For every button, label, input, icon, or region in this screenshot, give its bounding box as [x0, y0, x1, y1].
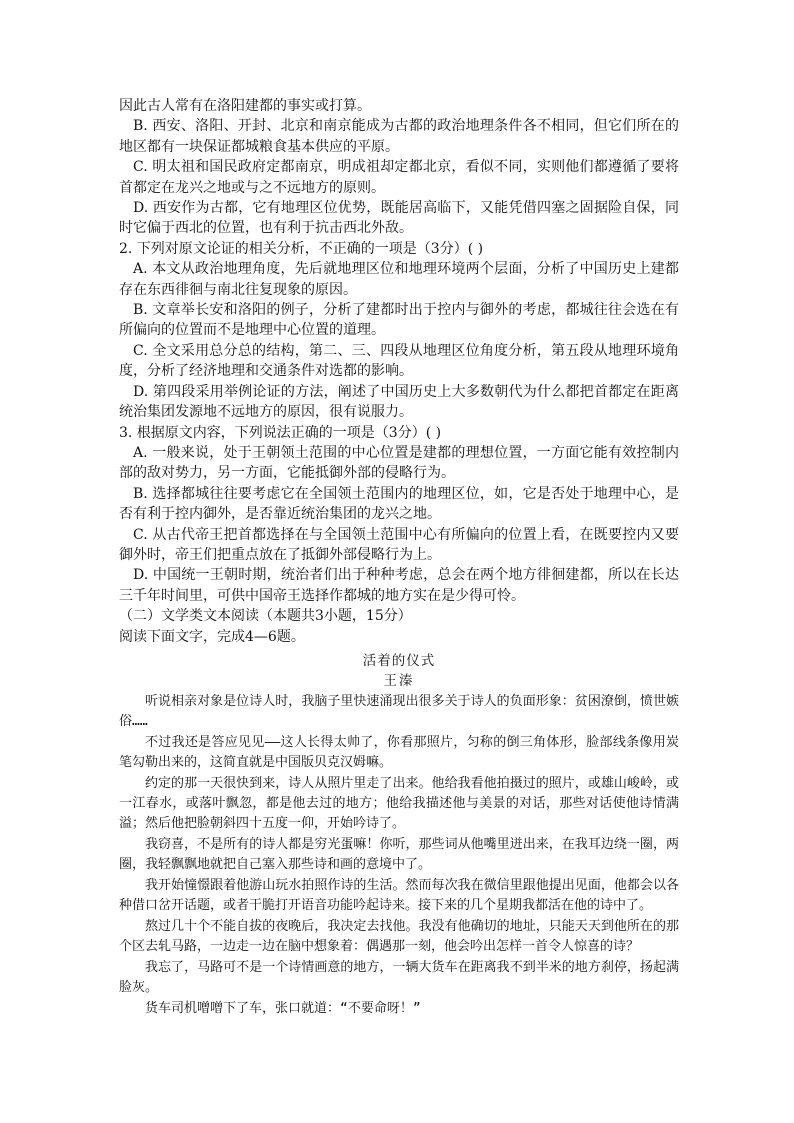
story-body: [119, 692, 679, 1019]
story-title: 活着的仪式: [362, 652, 436, 669]
option-c: C. 从古代帝王把首都选择在与全国领土范围中心有所偏向的位置上看，在既要控内又要御外时，帝王们把重点放在了抵御外部侵略行为上。: [119, 526, 679, 563]
story-paragraph: 我开始憧憬跟着他游山玩水拍照作诗的生活。然而每次我在微信里跟他提出见面，他都会以各种借口岔开话题，或者干脆打开语音功能吟起诗来。接下来的几个星期我都活在他的诗中了。: [119, 877, 679, 913]
option-c: C. 明太祖和国民政府定都南京，明成祖却定都北京，看似不同，实则他们都遵循了要将首都定在龙兴之地或与之不远地方的原则。: [119, 159, 679, 196]
story-paragraph: 我忘了，马路可不是一个诗情画意的地方，一辆大货车在距离我不到半米的地方刹停，扬起满脸灰。: [119, 959, 679, 995]
section-heading: （二）文学类文本阅读（本题共3小题，15分）: [119, 608, 412, 625]
text-line: 因此古人常有在洛阳建都的事实或打算。: [119, 98, 371, 114]
story-author: 王溱: [383, 673, 415, 690]
page-body: [119, 96, 679, 1019]
question-2: 2. 下列对原文论证的相关分析，不正确的一项是（3分）( ): [119, 240, 484, 257]
question-3: 3. 根据原文内容，下列说法正确的一项是（3分）( ): [119, 424, 442, 441]
option-b: B. 西安、洛阳、开封、北京和南京能成为古都的政治地理条件各不相同，但它们所在的地区都有一块保证都城粮食基本供应的平原。: [119, 118, 679, 155]
option-a: A. 本文从政治地理角度，先后就地理区位和地理环境两个层面，分析了中国历史上建都存在东西徘徊与南北往复现象的原因。: [119, 261, 679, 298]
instruction: 阅读下面文字，完成4—6题。: [119, 628, 305, 645]
story-paragraph: 听说相亲对象是位诗人时，我脑子里快速涌现出很多关于诗人的负面形象：贫困潦倒，愤世嫉俗……: [119, 693, 679, 729]
option-d: D. 西安作为古都，它有地理区位优势，既能居高临下，又能凭借四塞之固据险自保，同时它偏于西北的位置，也有利于抗击西北外敌。: [119, 200, 679, 237]
option-d: D. 中国统一王朝时期，统治者们出于种种考虑，总会在两个地方徘徊建都，所以在长达三千年时间里，可供中国帝王选择作都城的地方实在是少得可怜。: [119, 567, 679, 604]
option-b: B. 选择都城往往要考虑它在全国领土范围内的地理区位，如，它是否处于地理中心，是否有利于控内御外，是否靠近统治集团的龙兴之地。: [119, 485, 679, 523]
story-paragraph: 我窃喜，不是所有的诗人都是穷光蛋嘛！你听，那些词从他嘴里迸出来，在我耳边绕一圈，两圈，我轻飘飘地就把自己塞入那些诗和画的意境中了。: [119, 836, 679, 872]
story-paragraph: 约定的那一天很快到来，诗人从照片里走了出来。他给我看他拍摄过的照片，或雄山峻岭，或一江春水，或落叶飘忽，都是他去过的地方；他给我描述他与美景的对话，那些对话使他诗情满溢；然后他把脸朝斜四十五度一仰，开始吟诗了。: [119, 775, 679, 831]
story-paragraph: 熬过几十个不能自拔的夜晚后，我决定去找他。我没有他确切的地址，只能天天到他所在的那个区去轧马路，一边走一边在脑中想象着：偶遇那一刻，他会吟出怎样一首令人惊喜的诗？: [119, 918, 679, 954]
option-d: D. 第四段采用举例论证的方法，阐述了中国历史上大多数朝代为什么都把首都定在距离统治集团发源地不远地方的原因，很有说服力。: [119, 383, 679, 421]
story-paragraph: 不过我还是答应见见——这人长得太帅了，你看那照片，匀称的倒三角体形，脸部线条像用炭笔勾勒出来的，这简直就是中国版贝克汉姆嘛。: [119, 734, 679, 770]
option-a: A. 一般来说，处于王朝领土范围的中心位置是建都的理想位置，一方面它能有效控制内部的敌对势力，另一方面，它能抵御外部的侵略行为。: [119, 444, 679, 482]
option-c: C. 全文采用总分总的结构，第二、三、四段从地理区位角度分析，第五段从地理环境角度，分析了经济地理和交通条件对选都的影响。: [119, 342, 679, 380]
story-paragraph: 货车司机噌噌下了车，张口就道：“不要命呀！”: [145, 1000, 421, 1016]
option-b: B. 文章举长安和洛阳的例子，分析了建都时出于控内与御外的考虑，都城往往会选在有所偏向的位置而不是地理中心位置的道理。: [119, 302, 679, 339]
